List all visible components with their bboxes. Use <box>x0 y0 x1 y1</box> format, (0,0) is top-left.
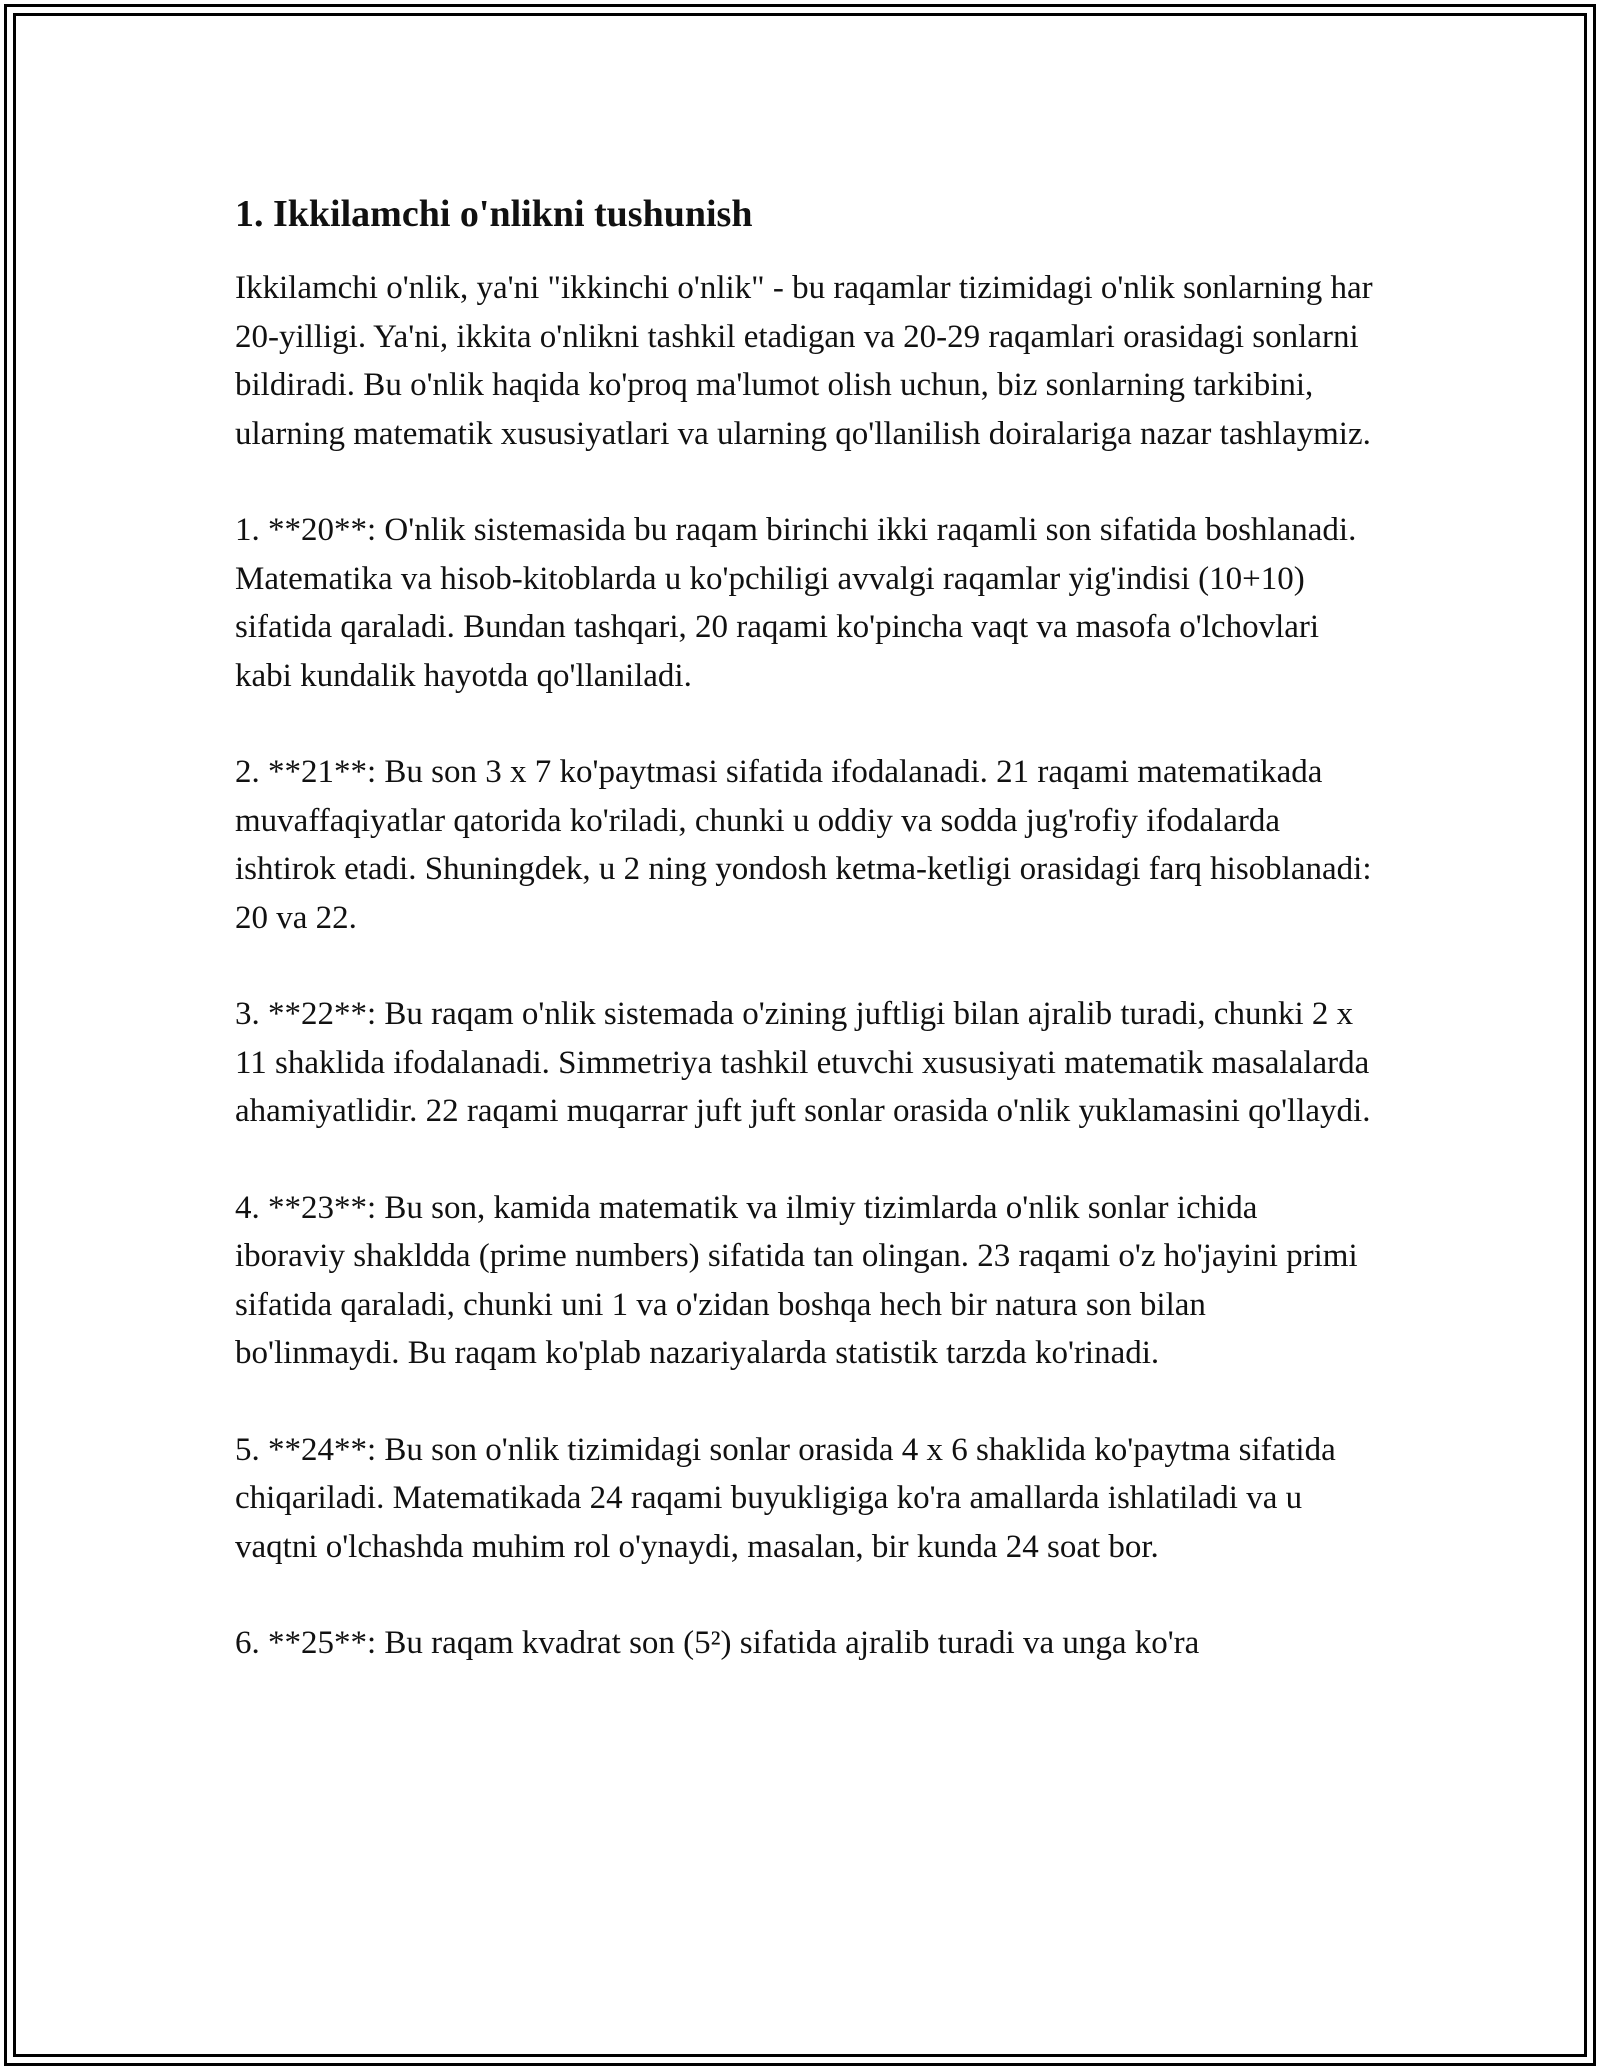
section-heading: 1. Ikkilamchi o'nlikni tushunish <box>235 193 753 235</box>
item-23-paragraph: 4. **23**: Bu son, kamida matematik va ilmiy tizimlarda o'nlik sonlar ichida iboraviy shakldda (prime numbers) sifatida tan olingan. 23 raqami o'z ho'jayini primi sifatida qaraladi, chunki uni 1 va o'zidan boshqa hech bir natura son bilan bo'linmaydi. Bu raqam ko'plab nazariyalarda statistik tarzda ko'rinadi. <box>235 1189 1358 1371</box>
item-21-paragraph: 2. **21**: Bu son 3 x 7 ko'paytmasi sifatida ifodalanadi. 21 raqami matematikada muvaffaqiyatlar qatorida ko'riladi, chunki u oddiy va sodda jug'rofiy ifodalarda ishtirok etadi. Shuningdek, u 2 ning yondosh ketma-ketligi orasidagi farq hisoblanadi: 20 va 22. <box>235 754 1372 936</box>
item-20-paragraph: 1. **20**: O'nlik sistemasida bu raqam birinchi ikki raqamli son sifatida boshlanadi. Matematika va hisob-kitoblarda u ko'pchiligi avvalgi raqamlar yig'indisi (10+10) sifatida qaraladi. Bundan tashqari, 20 raqami ko'pincha vaqt va masofa o'lchovlari kabi kundalik hayotda qo'llaniladi. <box>235 512 1357 694</box>
item-25-paragraph: 6. **25**: Bu raqam kvadrat son (5²) sifatida ajralib turadi va unga ko'ra <box>235 1625 1200 1661</box>
document-body <box>235 186 1375 1716</box>
item-24-paragraph: 5. **24**: Bu son o'nlik tizimidagi sonlar orasida 4 x 6 shaklida ko'paytma sifatida chiqariladi. Matematikada 24 raqami buyukligiga ko'ra amallarda ishlatiladi va u vaqtni o'lchashda muhim rol o'ynaydi, masalan, bir kunda 24 soat bor. <box>235 1431 1336 1565</box>
item-22-paragraph: 3. **22**: Bu raqam o'nlik sistemada o'zining juftligi bilan ajralib turadi, chunki 2 x 11 shaklida ifodalanadi. Simmetriya tashkil etuvchi xususiyati matematik masalalarda ahamiyatlidir. 22 raqami muqarrar juft juft sonlar orasida o'nlik yuklamasini qo'llaydi. <box>235 996 1371 1129</box>
intro-paragraph: Ikkilamchi o'nlik, ya'ni "ikkinchi o'nlik" - bu raqamlar tizimidagi o'nlik sonlarning har 20-yilligi. Ya'ni, ikkita o'nlikni tashkil etadigan va 20-29 raqamlari orasidagi sonlarni bildiradi. Bu o'nlik haqida ko'proq ma'lumot olish uchun, biz sonlarning tarkibini, ularning matematik xususiyatlari va ularning qo'llanilish doiralariga nazar tashlaymiz. <box>235 270 1373 452</box>
